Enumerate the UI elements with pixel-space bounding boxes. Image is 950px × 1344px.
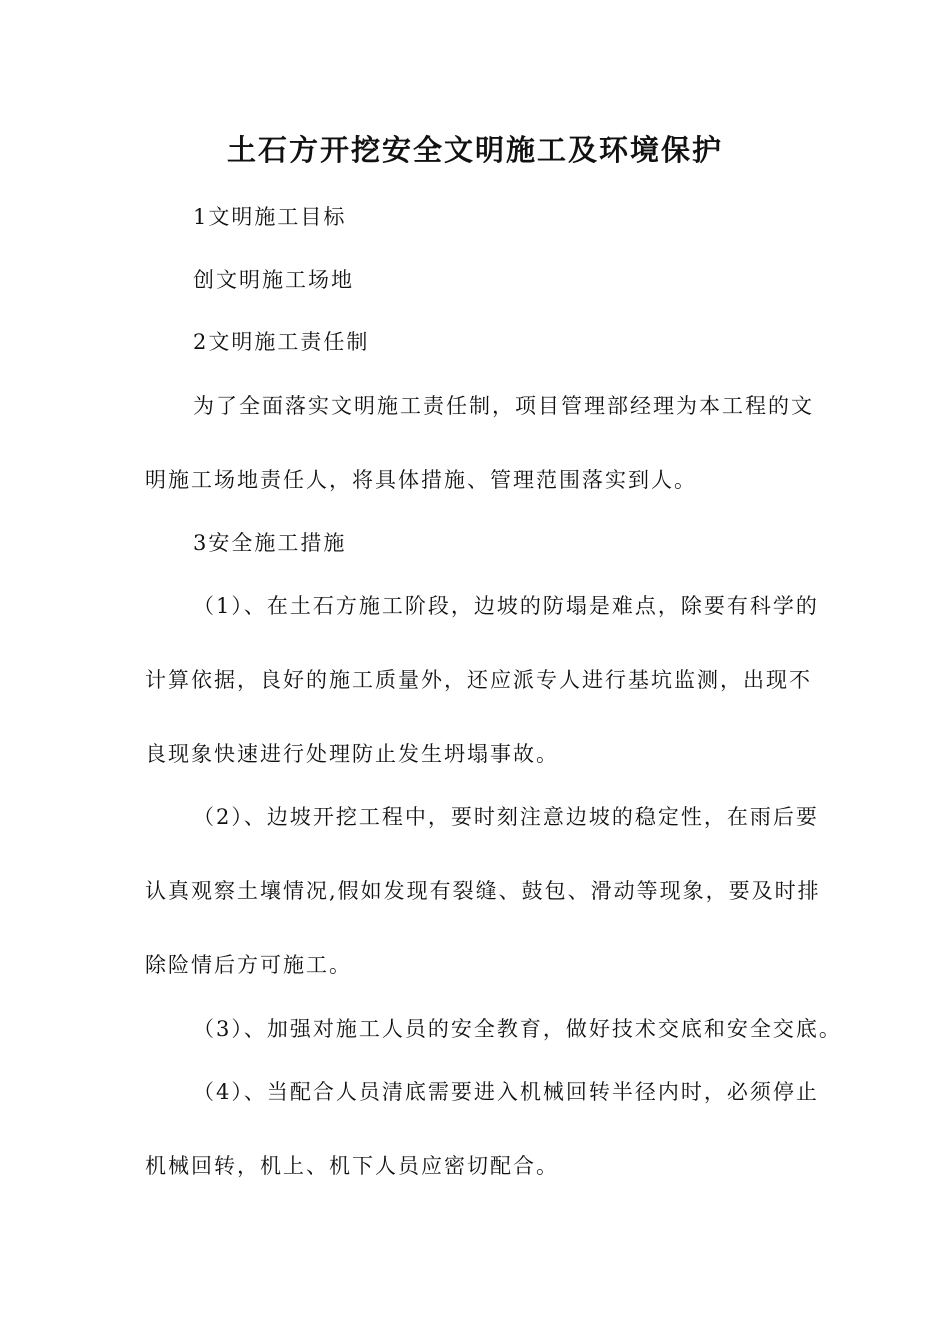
section-heading-safety: 3安全施工措施	[193, 531, 347, 555]
paragraph-line: 为了全面落实文明施工责任制，项目管理部经理为本工程的文	[193, 394, 814, 418]
list-item-2-line: （2）、边坡开挖工程中，要时刻注意边坡的稳定性，在雨后要	[193, 805, 819, 829]
list-item-2-line: 认真观察土壤情况,假如发现有裂缝、鼓包、滑动等现象，要及时排	[145, 879, 821, 903]
list-item-1-line: （1）、在土石方施工阶段，边坡的防塌是难点，除要有科学的	[193, 594, 819, 618]
list-item-1-line: 计算依据，良好的施工质量外，还应派专人进行基坑监测，出现不	[145, 668, 812, 692]
list-item-3-line: （3）、加强对施工人员的安全教育，做好技术交底和安全交底。	[193, 1017, 842, 1041]
section-heading-goal: 1文明施工目标	[193, 205, 347, 229]
list-item-2-line: 除险情后方可施工。	[145, 953, 352, 977]
list-item-4-line: 机械回转，机上、机下人员应密切配合。	[145, 1154, 559, 1178]
paragraph-line: 创文明施工场地	[193, 268, 354, 292]
document-title: 土石方开挖安全文明施工及环境保护	[226, 133, 723, 167]
list-item-1-line: 良现象快速进行处理防止发生坍塌事故。	[145, 742, 559, 766]
paragraph-line: 明施工场地责任人，将具体措施、管理范围落实到人。	[145, 468, 697, 492]
list-item-4-line: （4）、当配合人员清底需要进入机械回转半径内时，必须停止	[193, 1080, 819, 1104]
section-heading-responsibility: 2文明施工责任制	[193, 330, 370, 354]
